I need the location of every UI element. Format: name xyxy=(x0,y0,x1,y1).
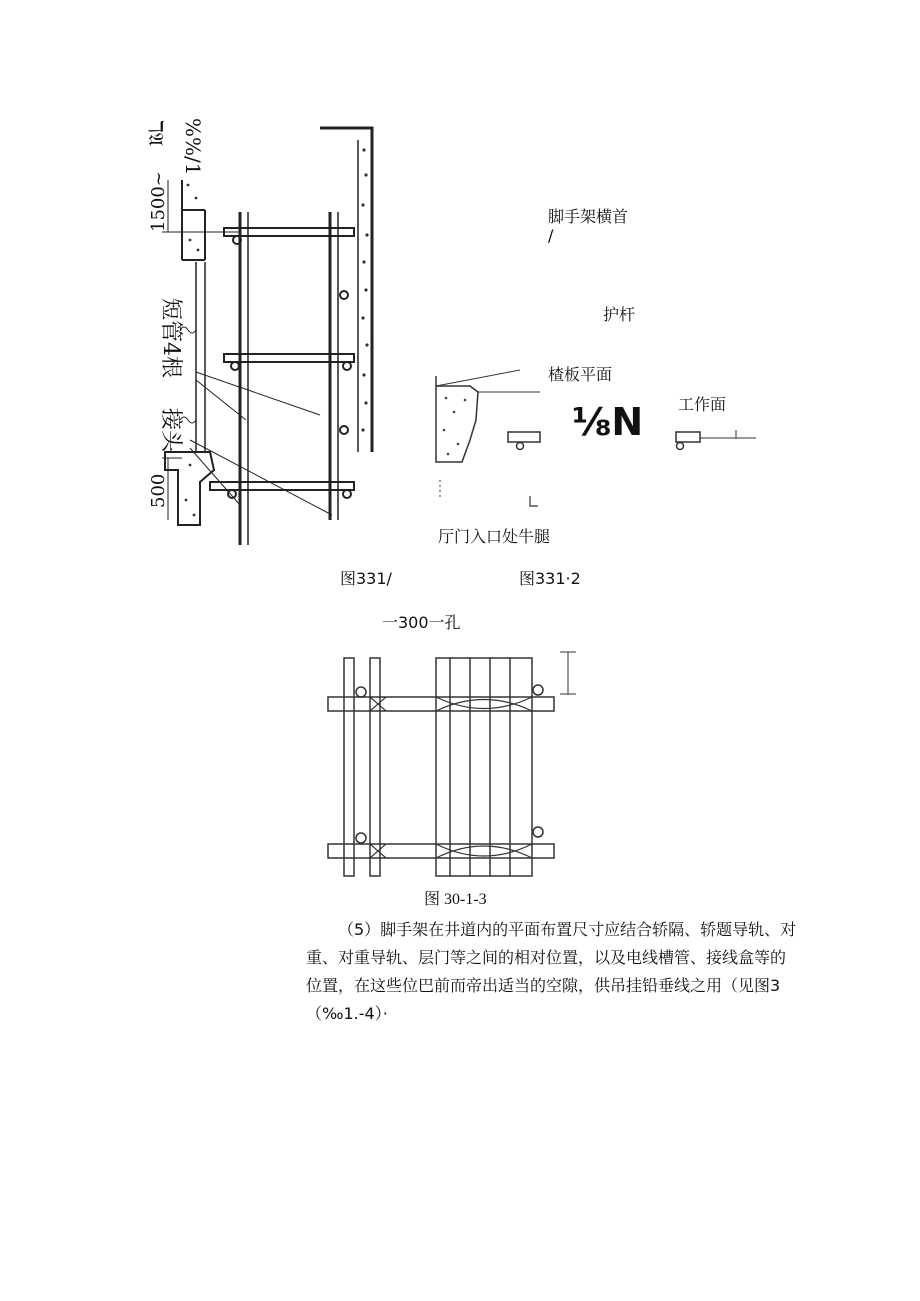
dimension-1500-label: 1500~ xyxy=(148,171,169,232)
dimension-percent-label: %%/1 xyxy=(181,118,205,176)
figure-3-dimension: 一300一孔 xyxy=(382,613,461,632)
figure-3-caption: 图 30-1-3 xyxy=(424,891,487,908)
dimension-500-label: 500 xyxy=(148,473,169,508)
joint-label: 接头 xyxy=(158,408,183,453)
plank-plane-label: 楂板平面 xyxy=(548,365,613,384)
fraction-n-label: ⅛N xyxy=(572,400,644,444)
figure-1-caption: 图331/ xyxy=(340,569,392,588)
crossbar-label: 脚手架横首 xyxy=(548,207,629,226)
crossbar-slash: / xyxy=(548,226,554,245)
work-face-label: 工作面 xyxy=(678,395,727,414)
paragraph-text: （5）脚手架在井道内的平面布置尺寸应结合轿隔、轿题导轨、对重、对重导轨、层门等之间的相对位置，以及电线槽管、接线盒等的位置，在这些位巴前而帝出适当的空隙，供吊挂铅垂线之用（见图3（‰1.-4）· xyxy=(306,920,797,1023)
body-paragraph xyxy=(306,916,800,1028)
guardrail-label: 护杆 xyxy=(603,305,636,324)
dimension-top-label: ℸ𝔄 xyxy=(144,120,168,147)
short-pipe-label: 短管4根 xyxy=(158,298,183,378)
figure-2-caption: 图331·2 xyxy=(519,569,581,588)
bracket-label: 厅门入口处牛腿 xyxy=(438,527,551,546)
